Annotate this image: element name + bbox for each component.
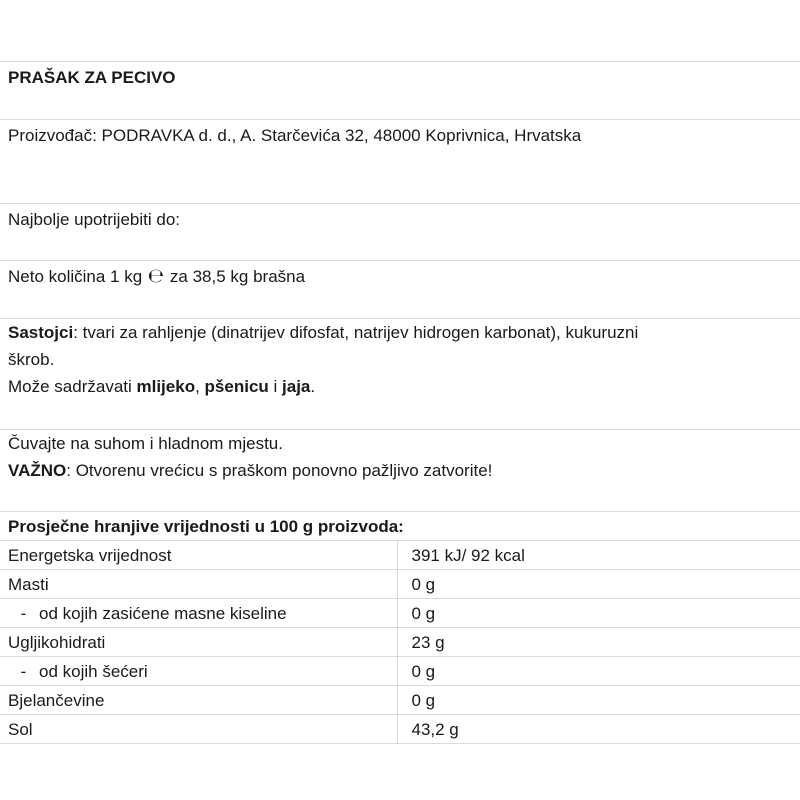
nutrient-value: 0 g [397, 599, 800, 628]
ingredients-line-2: škrob. [8, 350, 55, 369]
net-quantity-section [0, 260, 800, 318]
table-row [0, 570, 800, 599]
important-text: : Otvorenu vrećicu s praškom ponovno pažljivo zatvorite! [66, 461, 493, 480]
table-row [0, 715, 800, 744]
ingredients-text-1: : tvari za rahljenje (dinatrijev difosfat, natrijev hidrogen karbonat), kukuruzni [73, 323, 639, 342]
ingredients-section [0, 318, 800, 429]
nutrition-header-row [0, 512, 800, 541]
nutrient-sub-label [0, 599, 397, 628]
allergen-milk: mlijeko [136, 377, 196, 396]
net-quantity-line [8, 263, 800, 290]
allergen-wheat: pšenicu [204, 377, 269, 396]
nutrient-label: Sol [0, 715, 397, 744]
product-title: PRAŠAK ZA PECIVO [8, 68, 176, 87]
allergen-end: . [310, 377, 316, 396]
ingredients-line-1 [8, 319, 800, 346]
nutrient-label: od kojih zasićene masne kiseline [39, 603, 287, 623]
storage-section [0, 429, 800, 511]
best-before-section [0, 203, 800, 260]
important-label: VAŽNO [8, 461, 67, 480]
nutrient-value: 0 g [397, 686, 800, 715]
table-row [0, 599, 800, 628]
sub-item-dash: - [20, 661, 27, 681]
allergen-sep-2: i [268, 377, 283, 396]
net-quantity-flour: za 38,5 kg brašna [169, 267, 306, 286]
manufacturer-section [0, 119, 800, 203]
table-row [0, 541, 800, 570]
nutrition-header: Prosječne hranjive vrijednosti u 100 g proizvoda: [0, 512, 800, 541]
table-row [0, 628, 800, 657]
nutrient-value: 43,2 g [397, 715, 800, 744]
nutrient-value: 0 g [397, 570, 800, 599]
nutrient-value: 0 g [397, 657, 800, 686]
allergen-intro: Može sadržavati [8, 377, 137, 396]
nutrient-value: 391 kJ/ 92 kcal [397, 541, 800, 570]
nutrient-label: Ugljikohidrati [0, 628, 397, 657]
net-quantity-text: Neto količina 1 kg [8, 267, 143, 286]
manufacturer-text: Proizvođač: PODRAVKA d. d., A. Starčevića 32, 48000 Koprivnica, Hrvatska [8, 126, 582, 145]
ingredients-label: Sastojci [8, 323, 74, 342]
title-section [0, 61, 800, 119]
nutrient-value: 23 g [397, 628, 800, 657]
estimated-sign-icon: ℮ [147, 265, 165, 287]
allergen-eggs: jaja [282, 377, 311, 396]
important-line [8, 457, 800, 484]
nutrient-label: Energetska vrijednost [0, 541, 397, 570]
table-row [0, 657, 800, 686]
allergen-sep-1: , [195, 377, 205, 396]
sub-item-dash: - [20, 603, 27, 623]
best-before-text: Najbolje upotrijebiti do: [8, 210, 180, 229]
nutrient-label: Masti [0, 570, 397, 599]
allergens-line [8, 373, 800, 400]
storage-text: Čuvajte na suhom i hladnom mjestu. [8, 434, 283, 453]
table-row [0, 686, 800, 715]
nutrient-label: Bjelančevine [0, 686, 397, 715]
nutrient-sub-label [0, 657, 397, 686]
nutrient-label: od kojih šećeri [39, 661, 148, 681]
nutrition-table [0, 511, 800, 744]
